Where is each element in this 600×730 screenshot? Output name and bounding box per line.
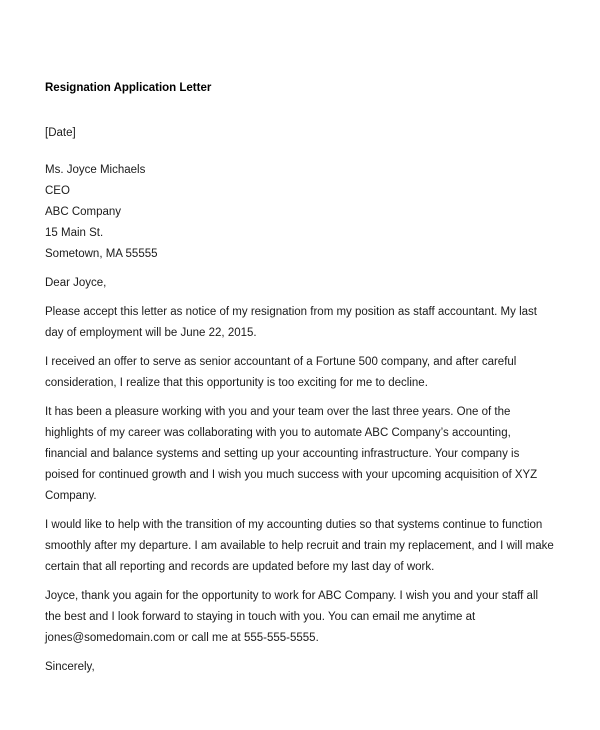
body-paragraph-1: Please accept this letter as notice of my resignation from my position as staff accountant. My last day of employment will be June 22, 2015. xyxy=(45,306,537,339)
closing: Sincerely, xyxy=(45,661,95,673)
body-paragraph-5: Joyce, thank you again for the opportunity to work for ABC Company. I wish you and your staff all the best and I look forward to staying in touch with you. You can email me anytime at jones@somedomain.com or call me at 555-555-5555. xyxy=(45,590,539,644)
body-paragraph-3: It has been a pleasure working with you and your team over the last three years. One of the highlights of my career was collaborating with you to automate ABC Company’s accounting, financial and balance systems and setting up your accounting infrastructure. Your company is poised for continued growth and I wish you much success with your upcoming acquisition of XYZ Company. xyxy=(45,406,538,502)
recipient-company: ABC Company xyxy=(45,206,122,218)
recipient-title: CEO xyxy=(45,185,70,197)
salutation: Dear Joyce, xyxy=(45,277,107,289)
recipient-block xyxy=(45,160,555,265)
recipient-city-state-zip: Sometown, MA 55555 xyxy=(45,248,158,260)
body-paragraph-4: I would like to help with the transition of my accounting duties so that systems continue to function smoothly after my departure. I am available to help recruit and train my replacement, and I will make certain that all reporting and records are updated before my last day of work. xyxy=(45,519,554,573)
letter-title: Resignation Application Letter xyxy=(45,82,212,94)
recipient-street: 15 Main St. xyxy=(45,227,104,239)
recipient-name: Ms. Joyce Michaels xyxy=(45,164,146,176)
date-placeholder: [Date] xyxy=(45,127,76,139)
body-paragraph-2: I received an offer to serve as senior accountant of a Fortune 500 company, and after careful consideration, I realize that this opportunity is too exciting for me to decline. xyxy=(45,356,517,389)
